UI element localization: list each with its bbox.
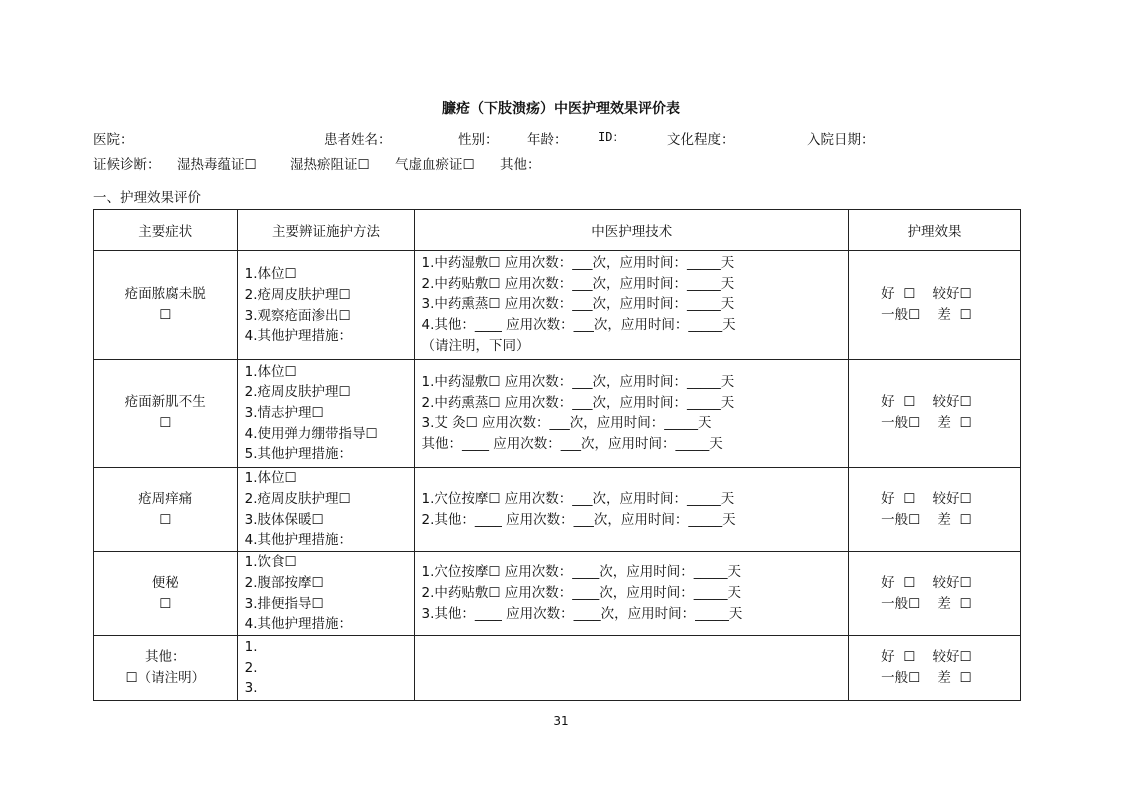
table-row bbox=[94, 468, 1021, 552]
diagnosis-other: 其他： bbox=[500, 157, 541, 173]
header-methods: 主要辨证施护方法 bbox=[237, 210, 415, 251]
table-header-row bbox=[94, 210, 1021, 251]
technique-item[interactable]: 其他：____ 应用次数：___次，应用时间：_____天 bbox=[421, 435, 723, 452]
symptom-cell bbox=[94, 552, 238, 636]
method-item[interactable]: 2.腹部按摩☐ bbox=[244, 574, 324, 591]
methods-cell bbox=[237, 359, 415, 468]
methods-cell bbox=[237, 636, 415, 701]
techniques-cell[interactable] bbox=[415, 636, 849, 701]
methods-cell bbox=[237, 468, 415, 552]
methods-cell bbox=[237, 251, 415, 360]
methods-cell bbox=[237, 552, 415, 636]
symptom-label: 疮面新肌不生 bbox=[124, 394, 206, 411]
header-effect: 护理效果 bbox=[849, 210, 1021, 251]
effect-options[interactable]: 好 ☐ 较好☐ bbox=[881, 285, 972, 302]
method-item[interactable]: 3.排便指导☐ bbox=[244, 595, 324, 612]
table-row bbox=[94, 636, 1021, 701]
evaluation-table bbox=[93, 209, 1021, 701]
header-symptom: 主要症状 bbox=[94, 210, 238, 251]
techniques-cell bbox=[415, 359, 849, 468]
age-label: 年龄： bbox=[527, 132, 568, 148]
symptom-cell bbox=[94, 468, 238, 552]
symptom-checkbox[interactable]: ☐ bbox=[159, 595, 172, 612]
method-item[interactable]: 2.疮周皮肤护理☐ bbox=[244, 490, 351, 507]
form-title: 臁疮（下肢溃疡）中医护理效果评价表 bbox=[442, 101, 680, 117]
effect-options[interactable]: 一般☐ 差 ☐ bbox=[881, 511, 972, 528]
technique-item[interactable]: 2.中药贴敷☐ 应用次数：___次，应用时间：_____天 bbox=[421, 275, 735, 292]
technique-item[interactable]: 3.其他：____ 应用次数：____次，应用时间：_____天 bbox=[421, 605, 743, 622]
id-label: ID： bbox=[598, 130, 625, 144]
symptom-checkbox[interactable]: ☐（请注明） bbox=[125, 670, 206, 687]
diagnosis-label: 证候诊断： bbox=[93, 157, 161, 173]
method-item[interactable]: 2.疮周皮肤护理☐ bbox=[244, 287, 351, 304]
method-item[interactable]: 2.疮周皮肤护理☐ bbox=[244, 384, 351, 401]
page-number: 31 bbox=[553, 714, 569, 728]
symptom-label: 其他： bbox=[145, 649, 186, 666]
effect-options[interactable]: 一般☐ 差 ☐ bbox=[881, 306, 972, 323]
symptom-checkbox[interactable]: ☐ bbox=[159, 306, 172, 323]
technique-item[interactable]: 1.中药湿敷☐ 应用次数：___次，应用时间：_____天 bbox=[421, 373, 735, 390]
effect-options[interactable]: 好 ☐ 较好☐ bbox=[881, 394, 972, 411]
techniques-cell bbox=[415, 251, 849, 360]
diagnosis-option-1[interactable]: 湿热毒蕴证☐ bbox=[177, 157, 257, 173]
method-item[interactable]: 1.体位☐ bbox=[244, 363, 297, 380]
technique-item[interactable]: 2.中药熏蒸☐ 应用次数：___次，应用时间：_____天 bbox=[421, 394, 735, 411]
techniques-cell bbox=[415, 552, 849, 636]
technique-item[interactable]: 3.艾 灸☐ 应用次数：___次，应用时间：_____天 bbox=[421, 415, 712, 432]
method-item[interactable]: 1.体位☐ bbox=[244, 470, 297, 487]
method-item: 4.其他护理措施： bbox=[244, 532, 352, 549]
effect-options[interactable]: 一般☐ 差 ☐ bbox=[881, 670, 972, 687]
method-item: 2. bbox=[244, 659, 258, 676]
table-row bbox=[94, 359, 1021, 468]
effect-options[interactable]: 好 ☐ 较好☐ bbox=[881, 649, 972, 666]
method-item[interactable]: 3.观察疮面渗出☐ bbox=[244, 307, 351, 324]
method-item: 4.其他护理措施： bbox=[244, 616, 352, 633]
method-item[interactable]: 3.情志护理☐ bbox=[244, 404, 324, 421]
method-item: 4.其他护理措施： bbox=[244, 328, 352, 345]
symptom-checkbox[interactable]: ☐ bbox=[159, 511, 172, 528]
technique-item[interactable]: 2.其他：____ 应用次数：___次，应用时间：_____天 bbox=[421, 511, 736, 528]
diagnosis-option-3[interactable]: 气虚血瘀证☐ bbox=[395, 157, 475, 173]
effect-options[interactable]: 好 ☐ 较好☐ bbox=[881, 490, 972, 507]
gender-label: 性别： bbox=[458, 132, 499, 148]
table-row bbox=[94, 552, 1021, 636]
hospital-label: 医院： bbox=[93, 132, 134, 148]
effect-options[interactable]: 好 ☐ 较好☐ bbox=[881, 574, 972, 591]
patient-name-label: 患者姓名： bbox=[324, 132, 392, 148]
technique-item[interactable]: 4.其他：____ 应用次数：___次，应用时间：_____天 bbox=[421, 317, 736, 334]
symptom-cell bbox=[94, 359, 238, 468]
technique-item[interactable]: 2.中药贴敷☐ 应用次数：____次，应用时间：_____天 bbox=[421, 585, 742, 602]
method-item[interactable]: 1.饮食☐ bbox=[244, 554, 297, 571]
effect-cell bbox=[849, 359, 1021, 468]
technique-note: （请注明，下同） bbox=[421, 337, 530, 354]
table-row bbox=[94, 251, 1021, 360]
method-item: 3. bbox=[244, 680, 258, 697]
header-techniques: 中医护理技术 bbox=[415, 210, 849, 251]
technique-item[interactable]: 1.穴位按摩☐ 应用次数：___次，应用时间：_____天 bbox=[421, 490, 735, 507]
effect-options[interactable]: 一般☐ 差 ☐ bbox=[881, 595, 972, 612]
admission-date-label: 入院日期： bbox=[807, 132, 875, 148]
effect-cell bbox=[849, 468, 1021, 552]
effect-options[interactable]: 一般☐ 差 ☐ bbox=[881, 415, 972, 432]
method-item: 1. bbox=[244, 638, 258, 655]
section-title: 一、护理效果评价 bbox=[93, 190, 201, 206]
method-item[interactable]: 1.体位☐ bbox=[244, 266, 297, 283]
method-item[interactable]: 4.使用弹力绷带指导☐ bbox=[244, 425, 378, 442]
symptom-checkbox[interactable]: ☐ bbox=[159, 415, 172, 432]
education-label: 文化程度： bbox=[667, 132, 735, 148]
method-item[interactable]: 3.肢体保暖☐ bbox=[244, 511, 324, 528]
technique-item[interactable]: 1.穴位按摩☐ 应用次数：____次，应用时间：_____天 bbox=[421, 564, 742, 581]
symptom-label: 疮面脓腐未脱 bbox=[124, 285, 206, 302]
symptom-label: 疮周痒痛 bbox=[138, 490, 193, 507]
method-item: 5.其他护理措施： bbox=[244, 446, 352, 463]
effect-cell bbox=[849, 552, 1021, 636]
diagnosis-option-2[interactable]: 湿热瘀阻证☐ bbox=[290, 157, 370, 173]
techniques-cell bbox=[415, 468, 849, 552]
symptom-cell bbox=[94, 251, 238, 360]
effect-cell bbox=[849, 636, 1021, 701]
symptom-label: 便秘 bbox=[151, 574, 179, 591]
effect-cell bbox=[849, 251, 1021, 360]
symptom-cell bbox=[94, 636, 238, 701]
technique-item[interactable]: 1.中药湿敷☐ 应用次数：___次，应用时间：_____天 bbox=[421, 255, 735, 271]
technique-item[interactable]: 3.中药熏蒸☐ 应用次数：___次，应用时间：_____天 bbox=[421, 296, 735, 313]
